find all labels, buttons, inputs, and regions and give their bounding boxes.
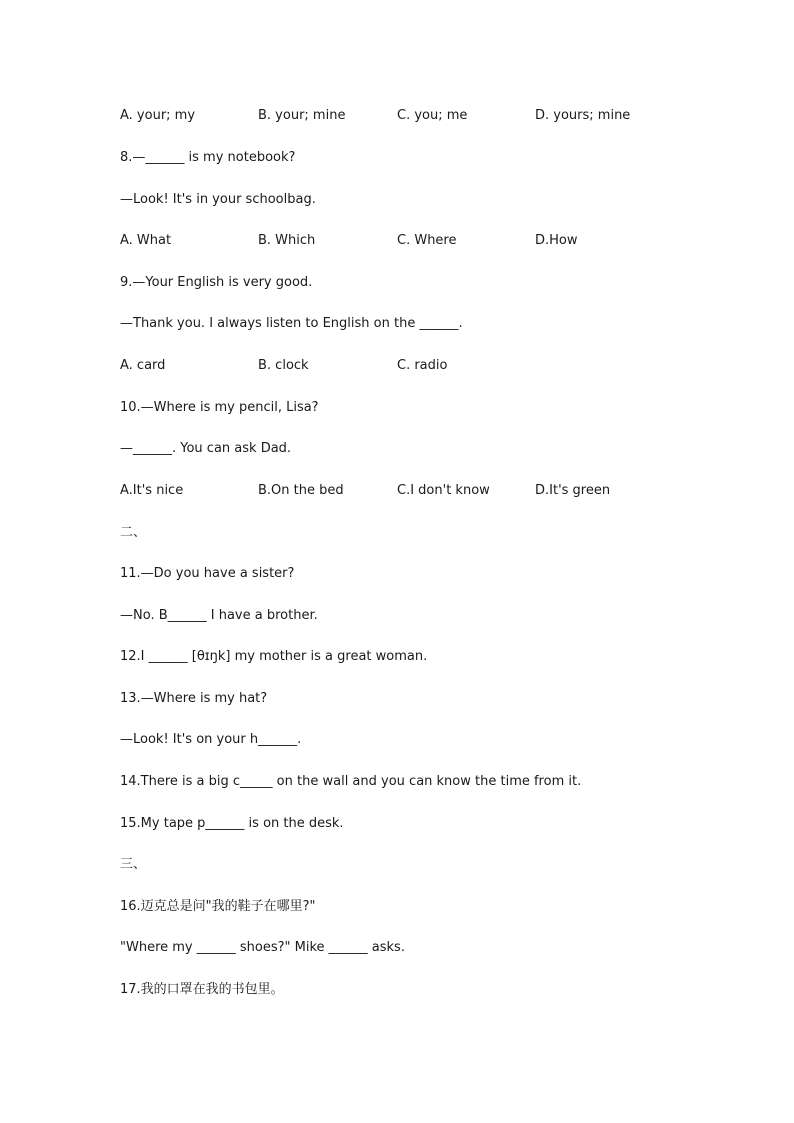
section-3-heading: 三、	[120, 857, 147, 872]
q7-option-b: B. your; mine	[258, 108, 346, 123]
q12-sentence: 12.I ______ [θɪŋk] my mother is a great woman.	[120, 649, 428, 664]
q10-reply: —______. You can ask Dad.	[120, 441, 292, 456]
q16-english: "Where my ______ shoes?" Mike ______ asks.	[120, 940, 405, 955]
q10-option-a: A.It's nice	[120, 483, 184, 498]
q8-option-d: D.How	[535, 233, 578, 248]
q10-option-d: D.It's green	[535, 483, 611, 498]
q8-option-b: B. Which	[258, 233, 316, 248]
q8-question: 8.—______ is my notebook?	[120, 150, 296, 165]
q13-question: 13.—Where is my hat?	[120, 691, 268, 706]
section-2-heading: 二、	[120, 525, 147, 540]
q8-option-c: C. Where	[397, 233, 457, 248]
q8-reply: —Look! It's in your schoolbag.	[120, 192, 316, 207]
q9-option-a: A. card	[120, 358, 166, 373]
q9-question: 9.—Your English is very good.	[120, 275, 313, 290]
q11-question: 11.—Do you have a sister?	[120, 566, 295, 581]
q15-sentence: 15.My tape p______ is on the desk.	[120, 816, 344, 831]
q7-option-a: A. your; my	[120, 108, 196, 123]
q10-option-b: B.On the bed	[258, 483, 344, 498]
q7-option-d: D. yours; mine	[535, 108, 631, 123]
q16-chinese: 16.迈克总是问"我的鞋子在哪里?"	[120, 899, 316, 914]
q8-option-a: A. What	[120, 233, 172, 248]
q17-chinese: 17.我的口罩在我的书包里。	[120, 982, 284, 997]
q11-reply: —No. B______ I have a brother.	[120, 608, 318, 623]
q10-question: 10.—Where is my pencil, Lisa?	[120, 400, 319, 415]
q9-reply: —Thank you. I always listen to English on the ______.	[120, 316, 463, 331]
q7-option-c: C. you; me	[397, 108, 468, 123]
q9-option-c: C. radio	[397, 358, 448, 373]
q14-sentence: 14.There is a big c_____ on the wall and you can know the time from it.	[120, 774, 582, 789]
q13-reply: —Look! It's on your h______.	[120, 732, 302, 747]
q10-option-c: C.I don't know	[397, 483, 490, 498]
q9-option-b: B. clock	[258, 358, 309, 373]
